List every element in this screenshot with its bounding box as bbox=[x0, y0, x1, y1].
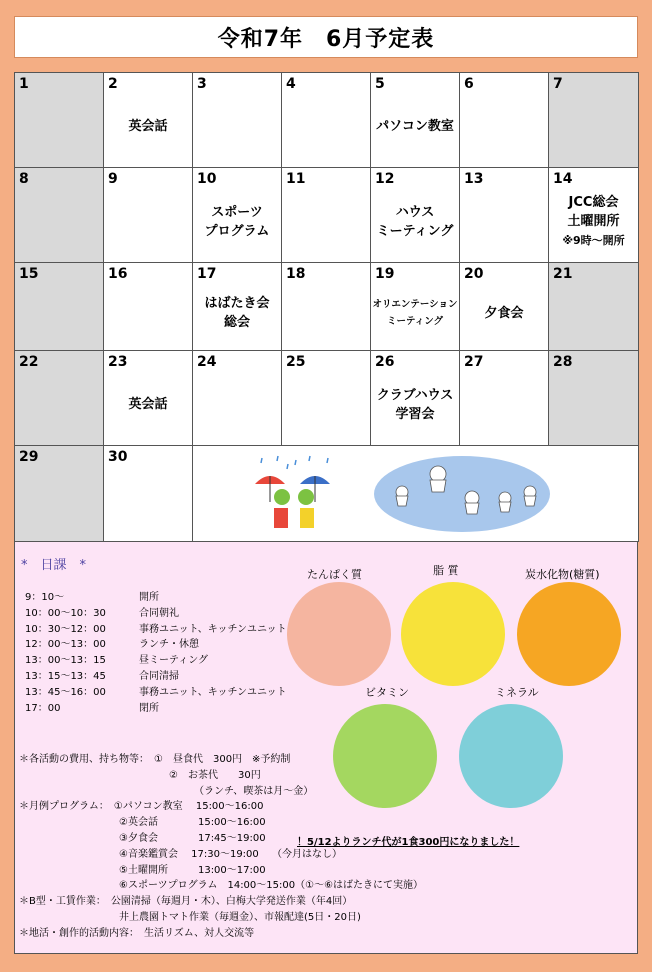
note-line: ⑤土曜開所 13:00～17:00 bbox=[19, 864, 266, 876]
day-number: 5 bbox=[375, 76, 385, 92]
calendar-day-11 bbox=[282, 168, 371, 263]
day-number: 13 bbox=[464, 171, 484, 187]
event-label: 英会話 bbox=[128, 119, 168, 134]
schedule-time: 12：00～13：00 bbox=[25, 639, 106, 651]
schedule-activity: 事務ユニット、キッチンユニット bbox=[139, 686, 287, 698]
schedule-time: 10：00～10：30 bbox=[25, 607, 106, 619]
day-number: 7 bbox=[553, 76, 563, 92]
schedule-activity: 事務ユニット、キッチンユニット bbox=[139, 623, 287, 635]
nutrition-circle-icon bbox=[287, 582, 391, 686]
nutrition-label: ミネラル bbox=[495, 686, 539, 699]
schedule-activity: 昼ミーティング bbox=[139, 655, 208, 667]
schedule-activity: 合同清掃 bbox=[139, 670, 179, 682]
calendar-day-23 bbox=[104, 351, 193, 446]
event-label: 英会話 bbox=[128, 397, 168, 412]
schedule-row bbox=[25, 685, 287, 701]
schedule-time: 13：00～13：15 bbox=[25, 655, 106, 667]
nutrition-label: たんぱく質 bbox=[307, 568, 362, 581]
note-line: ＊月例プログラム： ①パソコン教室 15:00～16:00 bbox=[19, 801, 264, 813]
event-label: ハウス ミーティング bbox=[376, 204, 454, 239]
event-label: 夕食会 bbox=[484, 305, 524, 321]
frog-umbrella-icon bbox=[255, 456, 330, 528]
calendar-day-27 bbox=[460, 351, 549, 446]
rainy-season-illustration bbox=[250, 452, 550, 534]
lunch-price-announcement: ！5/12よりランチ代が1食300円になりました！ bbox=[297, 837, 520, 848]
calendar-day-6 bbox=[460, 73, 549, 168]
nutrition-label: ビタミン bbox=[365, 686, 409, 699]
event-label: スポーツ プログラム bbox=[204, 204, 270, 239]
calendar-day-26 bbox=[371, 351, 460, 446]
day-number: 28 bbox=[553, 354, 573, 370]
day-number: 14 bbox=[553, 171, 573, 187]
nutrition-label: 脂 質 bbox=[433, 564, 459, 577]
event-label: オリエンテーション ミーティング bbox=[372, 299, 458, 327]
event-label: はばたき会 総会 bbox=[204, 296, 270, 330]
calendar-day-3 bbox=[193, 73, 282, 168]
calendar-day-17 bbox=[193, 263, 282, 351]
calendar-day-30 bbox=[104, 446, 193, 542]
schedule-activity: 閉所 bbox=[139, 702, 159, 714]
note-line: ＊B型・工賃作業： 公園清掃（毎週月・木）、白梅大学発送作業（年4回） bbox=[19, 896, 353, 908]
calendar-day-19 bbox=[371, 263, 460, 351]
calendar-day-28 bbox=[549, 351, 639, 446]
note-line: ④音楽鑑賞会 17:30～19:00 （今月はなし） bbox=[19, 848, 342, 860]
nutrition-circle-icon bbox=[459, 704, 563, 808]
info-section bbox=[14, 542, 638, 954]
nutrition-circle-icon bbox=[517, 582, 621, 686]
day-number: 24 bbox=[197, 354, 217, 370]
schedule-activity: ランチ・休憩 bbox=[139, 639, 199, 651]
schedule-row bbox=[25, 701, 287, 717]
note-line: ＊各活動の費用、持ち物等： ① 昼食代 300円 ※予約制 bbox=[19, 754, 291, 765]
calendar-day-4 bbox=[282, 73, 371, 168]
note-line: ② お茶代 30円 bbox=[19, 769, 261, 781]
schedule-row bbox=[25, 637, 287, 653]
note-line: ③夕食会 17:45～19:00 bbox=[19, 832, 266, 844]
day-number: 8 bbox=[19, 171, 29, 187]
schedule-time: 13：15～13：45 bbox=[25, 670, 106, 682]
schedule-time: 13：45～16：00 bbox=[25, 686, 106, 698]
calendar-day-18 bbox=[282, 263, 371, 351]
calendar-day-24 bbox=[193, 351, 282, 446]
event-note: ※9時～開所 bbox=[562, 234, 625, 247]
calendar-day-2 bbox=[104, 73, 193, 168]
calendar-day-9 bbox=[104, 168, 193, 263]
note-line: （ランチ、喫茶は月～金） bbox=[19, 785, 314, 797]
nutrition-circle-icon bbox=[401, 582, 505, 686]
page-title: 令和7年 6月予定表 bbox=[14, 16, 638, 58]
event-label: クラブハウス 学習会 bbox=[376, 387, 454, 422]
nutrition-circle-icon bbox=[333, 704, 437, 808]
day-number: 10 bbox=[197, 171, 217, 187]
calendar-day-14 bbox=[549, 168, 639, 263]
calendar-day-25 bbox=[282, 351, 371, 446]
calendar-day-10 bbox=[193, 168, 282, 263]
day-number: 19 bbox=[375, 266, 395, 282]
day-number: 1 bbox=[19, 76, 29, 92]
calendar-day-29 bbox=[15, 446, 104, 542]
note-line: ＊地活・創作的活動内容： 生活リズム、対人交流等 bbox=[19, 927, 255, 939]
schedule-activity: 合同朝礼 bbox=[139, 607, 179, 619]
note-line: ②英会話 15:00～16:00 bbox=[19, 817, 266, 829]
day-number: 22 bbox=[19, 354, 39, 370]
teru-teru-bozu-icon bbox=[374, 456, 550, 532]
calendar-day-1 bbox=[15, 73, 104, 168]
day-number: 26 bbox=[375, 354, 395, 370]
calendar-day-16 bbox=[104, 263, 193, 351]
schedule-time: 9：10～ bbox=[25, 592, 65, 603]
day-number: 21 bbox=[553, 266, 573, 282]
schedule-time: 17：00 bbox=[25, 702, 61, 714]
day-number: 27 bbox=[464, 354, 484, 370]
day-number: 23 bbox=[108, 354, 128, 370]
day-number: 30 bbox=[108, 449, 128, 465]
note-line: ⑥スポーツプログラム 14:00～15:00（①～⑥はばたきにて実施） bbox=[19, 880, 424, 892]
day-number: 2 bbox=[108, 76, 118, 92]
day-number: 29 bbox=[19, 449, 39, 465]
day-number: 16 bbox=[108, 266, 128, 282]
daily-schedule-heading: * 日課 * bbox=[21, 558, 87, 573]
day-number: 20 bbox=[464, 266, 484, 282]
schedule-row bbox=[25, 669, 287, 685]
day-number: 12 bbox=[375, 171, 395, 187]
day-number: 18 bbox=[286, 266, 306, 282]
schedule-row bbox=[25, 606, 287, 622]
event-label: JCC総会 土曜開所 ※9時～開所 bbox=[549, 193, 638, 250]
calendar-day-20 bbox=[460, 263, 549, 351]
calendar-day-22 bbox=[15, 351, 104, 446]
schedule-row bbox=[25, 653, 287, 669]
calendar-day-5 bbox=[371, 73, 460, 168]
event-label: パソコン教室 bbox=[376, 119, 454, 134]
calendar-day-8 bbox=[15, 168, 104, 263]
day-number: 4 bbox=[286, 76, 296, 92]
schedule-time: 10：30～12：00 bbox=[25, 623, 106, 635]
schedule-row bbox=[25, 622, 287, 638]
calendar-day-12 bbox=[371, 168, 460, 263]
calendar-day-7 bbox=[549, 73, 639, 168]
day-number: 3 bbox=[197, 76, 207, 92]
calendar-day-15 bbox=[15, 263, 104, 351]
calendar-day-13 bbox=[460, 168, 549, 263]
schedule-row bbox=[25, 590, 287, 606]
day-number: 17 bbox=[197, 266, 217, 282]
nutrition-label: 炭水化物(糖質) bbox=[525, 568, 600, 581]
calendar-day-21 bbox=[549, 263, 639, 351]
day-number: 15 bbox=[19, 266, 39, 282]
schedule-activity: 開所 bbox=[139, 592, 159, 603]
day-number: 11 bbox=[286, 171, 306, 187]
daily-schedule bbox=[25, 590, 287, 716]
day-number: 25 bbox=[286, 354, 306, 370]
day-number: 6 bbox=[464, 76, 474, 92]
note-line: 井上農園トマト作業（毎週金）、市報配達(5日・20日) bbox=[19, 911, 361, 923]
day-number: 9 bbox=[108, 171, 118, 187]
